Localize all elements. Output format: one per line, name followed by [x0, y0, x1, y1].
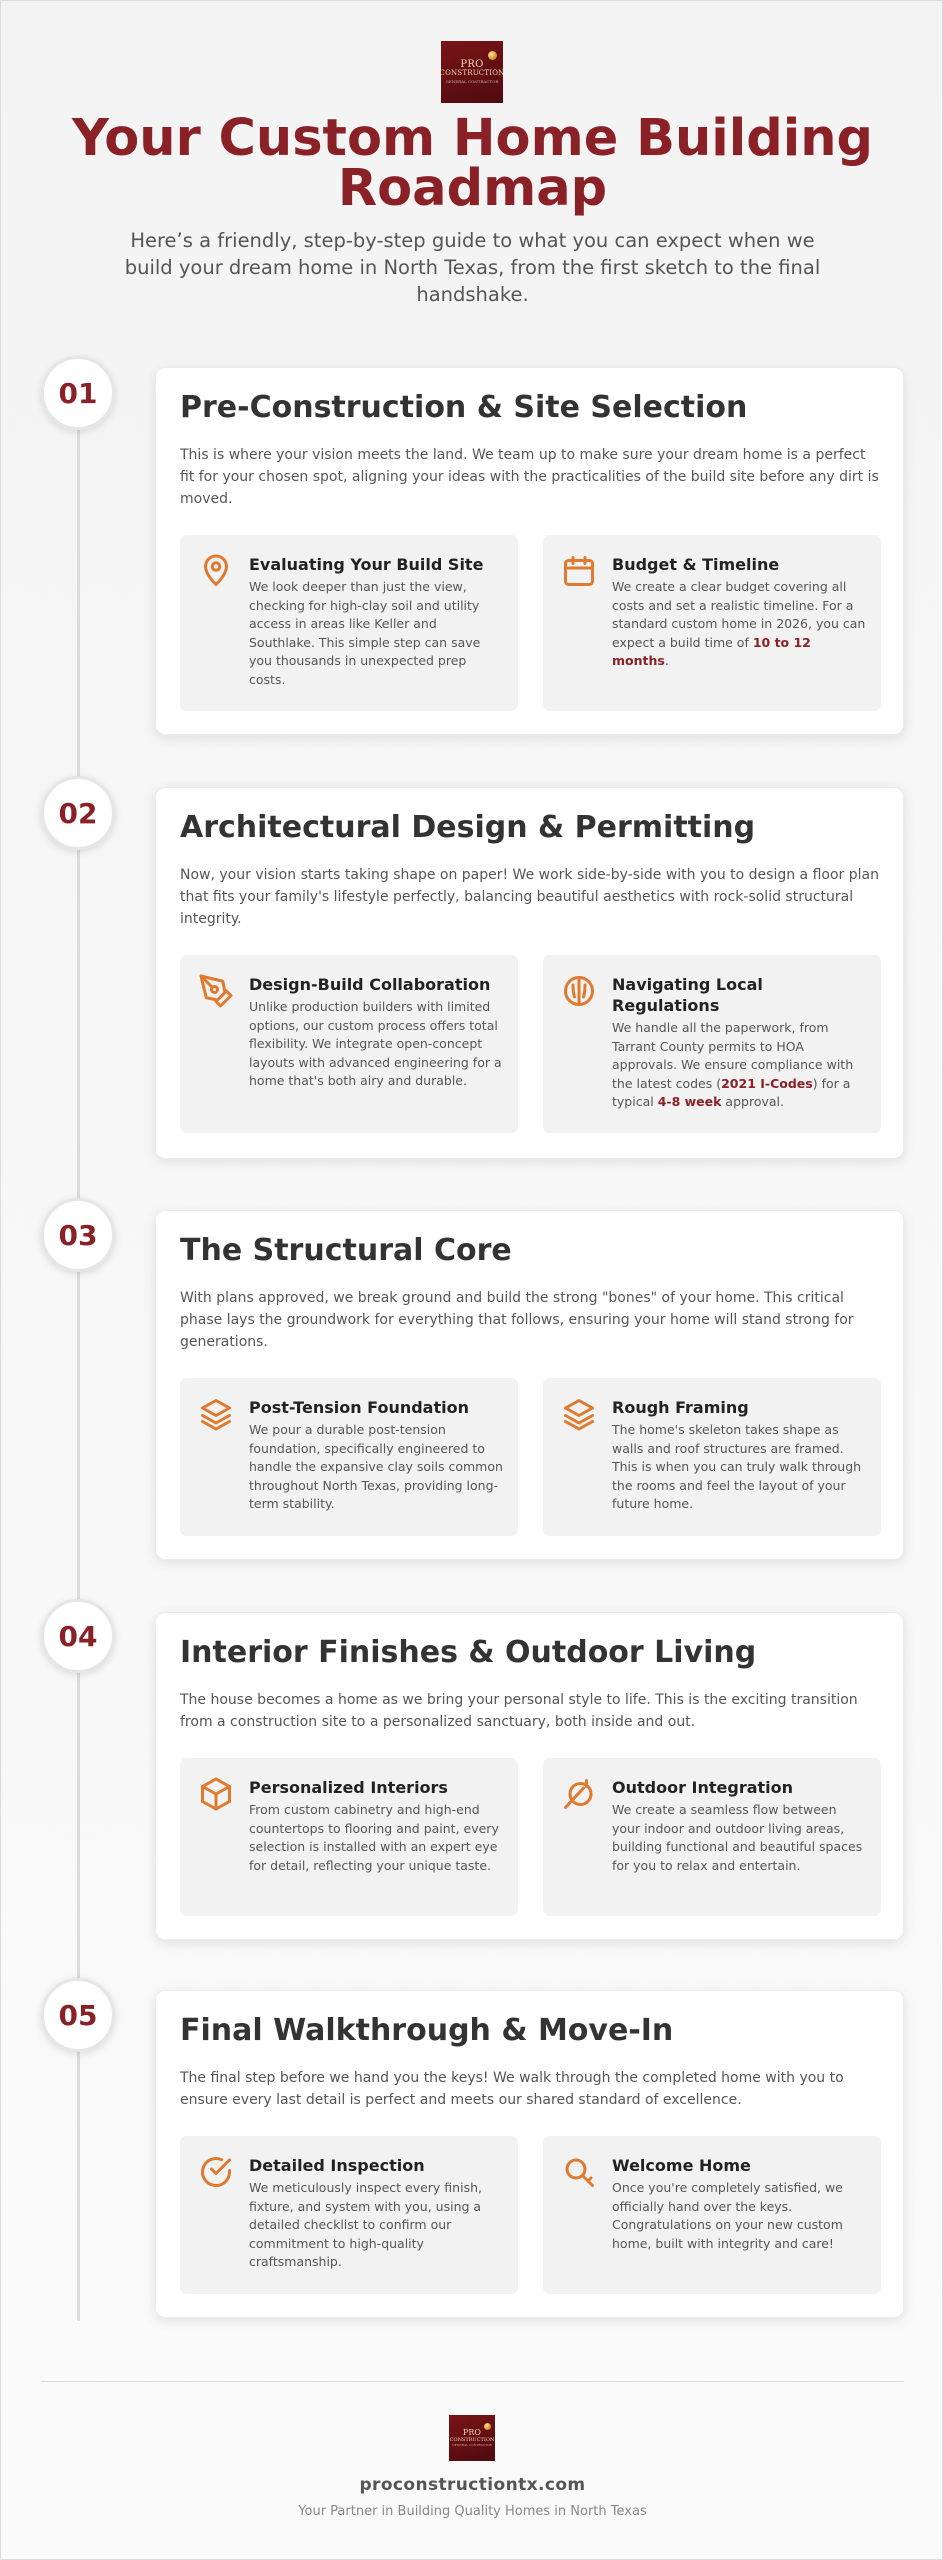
- step-item-title: Personalized Interiors: [249, 1778, 448, 1797]
- text-segment: We handle all the paperwork, from Tarrant County permits to HOA approvals. We ensure compliance with the latest codes (: [612, 1020, 854, 1091]
- step-number-3: 03: [41, 1198, 115, 1272]
- step-item-title: Rough Framing: [612, 1398, 749, 1417]
- step-item-text: We pour a durable post-tension foundation, specifically engineered to handle the expansive clay soils common throughout North Texas, providing long-term stability.: [249, 1422, 503, 1511]
- step-title: Final Walkthrough & Move-In: [180, 2013, 674, 2048]
- check-circle-icon: [198, 2154, 234, 2190]
- step-number-2: 02: [41, 776, 115, 850]
- box-icon: [198, 1776, 234, 1812]
- step-number-1: 01: [41, 356, 115, 430]
- compliance-icon: [561, 973, 597, 1009]
- logo-text-pro: PRO: [460, 58, 484, 70]
- step-item: [543, 955, 881, 1133]
- page-title: Your Custom Home Building Roadmap: [71, 109, 874, 218]
- step-item-text: We look deeper than just the view, checking for high-clay soil and utility access in areas like Keller and Southlake. This simple step can save you thousands in unexpected prep costs.: [249, 579, 481, 687]
- footer-tagline: Your Partner in Building Quality Homes in North Texas: [298, 2504, 647, 2519]
- step-item: [180, 1378, 518, 1536]
- pen-tool-icon: [198, 973, 234, 1009]
- step-item: [180, 1758, 518, 1916]
- layers-icon: [198, 1396, 234, 1432]
- step-item-text: The home's skeleton takes shape as walls and roof structures are framed. This is when you can truly walk through the rooms and feel the layout of your future home.: [612, 1422, 862, 1511]
- logo-text-tagline: GENERAL CONTRACTOR: [452, 2442, 492, 2447]
- logo-text-pro: PRO: [463, 2428, 481, 2438]
- step-item-title: Detailed Inspection: [249, 2156, 425, 2175]
- step-intro: With plans approved, we break ground and build the strong "bones" of your home. This critical phase lays the groundwork for everything that follows, ensuring your home will stand strong for generations.: [180, 1290, 854, 1350]
- footer-logo[interactable]: [449, 2415, 495, 2461]
- step-item: [180, 535, 518, 711]
- key-icon: [561, 2154, 597, 2190]
- step-intro: Now, your vision starts taking shape on paper! We work side-by-side with you to design a floor plan that fits your family's lifestyle perfectly, balancing beautiful aesthetics with rock-solid structural integrity.: [180, 867, 879, 927]
- step-item-title: Post-Tension Foundation: [249, 1398, 469, 1417]
- company-logo[interactable]: [441, 41, 503, 103]
- step-item: [180, 2136, 518, 2294]
- text-segment: approval.: [721, 1094, 784, 1109]
- step-item: [543, 1758, 881, 1916]
- highlight-approval-time: 4-8 week: [657, 1094, 722, 1109]
- step-item: [180, 955, 518, 1133]
- step-item: [543, 1378, 881, 1536]
- step-item: [543, 2136, 881, 2294]
- step-card-5: [155, 1990, 904, 2318]
- calendar-icon: [561, 553, 597, 589]
- step-item-title: Design-Build Collaboration: [249, 975, 491, 994]
- step-item-text: [612, 1019, 867, 1112]
- highlight-build-time: 10 to 12 months: [612, 634, 811, 668]
- logo-globe-icon: [488, 51, 497, 60]
- map-pin-icon: [198, 553, 234, 589]
- logo-globe-icon: [484, 2423, 491, 2430]
- step-item-title: Navigating Local Regulations: [612, 975, 763, 1015]
- step-title: Interior Finishes & Outdoor Living: [180, 1635, 757, 1670]
- step-item-text: Unlike production builders with limited options, our custom process offers total flexibility. We integrate open-concept layouts with advanced engineering for a home that's both airy and durable.: [249, 999, 502, 1088]
- step-intro: The final step before we hand you the keys! We walk through the completed home with you to ensure every last detail is perfect and meets our shared standard of excellence.: [180, 2070, 844, 2108]
- step-item-title: Outdoor Integration: [612, 1778, 794, 1797]
- outdoor-icon: [561, 1776, 597, 1812]
- logo-text-tagline: GENERAL CONTRACTOR: [445, 78, 499, 84]
- logo-text-construction: CONSTRUCTION: [449, 2436, 495, 2443]
- footer-divider: [41, 2381, 904, 2382]
- highlight-codes: 2021 I-Codes: [721, 1075, 813, 1091]
- step-card-3: [155, 1210, 904, 1560]
- step-title: The Structural Core: [180, 1233, 512, 1268]
- logo-text-construction: CONSTRUCTION: [439, 69, 505, 78]
- layers-icon: [561, 1396, 597, 1432]
- text-segment: .: [664, 653, 669, 668]
- text-segment: We create a clear budget covering all costs and set a realistic timeline. For a standard custom home in 2026, you can expect a build time of: [612, 579, 866, 650]
- step-card-4: [155, 1612, 904, 1940]
- step-title: Architectural Design & Permitting: [180, 810, 756, 845]
- page-subtitle: Here’s a friendly, step-by-step guide to what you can expect when we build your dream home in North Texas, from the first sketch to the final handshake.: [124, 229, 821, 306]
- step-item-text: [612, 578, 867, 671]
- step-item-text: We create a seamless flow between your indoor and outdoor living areas, building functional and beautiful spaces for you to relax and entertain.: [612, 1802, 863, 1873]
- step-intro: This is where your vision meets the land. We team up to make sure your dream home is a perfect fit for your chosen spot, aligning your ideas with the practicalities of the build site before any dirt is moved.: [180, 447, 879, 507]
- step-item-title: Welcome Home: [612, 2156, 751, 2175]
- step-item-text: From custom cabinetry and high-end countertops to flooring and paint, every selection is installed with an expert eye for detail, reflecting your unique taste.: [249, 1802, 499, 1873]
- step-card-2: [155, 787, 904, 1159]
- footer-website-link[interactable]: proconstructiontx.com: [359, 2475, 586, 2495]
- step-intro: The house becomes a home as we bring your personal style to life. This is the exciting transition from a construction site to a personalized sanctuary, both inside and out.: [180, 1692, 858, 1730]
- step-title: Pre-Construction & Site Selection: [180, 390, 748, 425]
- step-item-title: Evaluating Your Build Site: [249, 555, 484, 574]
- step-item-text: We meticulously inspect every finish, fixture, and system with you, using a detailed checklist to confirm our commitment to high-quality craftsmanship.: [249, 2180, 482, 2269]
- step-item-title: Budget & Timeline: [612, 555, 780, 574]
- step-number-5: 05: [41, 1978, 115, 2052]
- step-item-text: Once you're completely satisfied, we officially hand over the keys. Congratulations on your new custom home, built with integrity and care!: [612, 2180, 843, 2251]
- step-card-1: [155, 367, 904, 735]
- step-item: [543, 535, 881, 711]
- step-number-4: 04: [41, 1599, 115, 1673]
- text-segment: ) for a typical: [612, 1075, 851, 1109]
